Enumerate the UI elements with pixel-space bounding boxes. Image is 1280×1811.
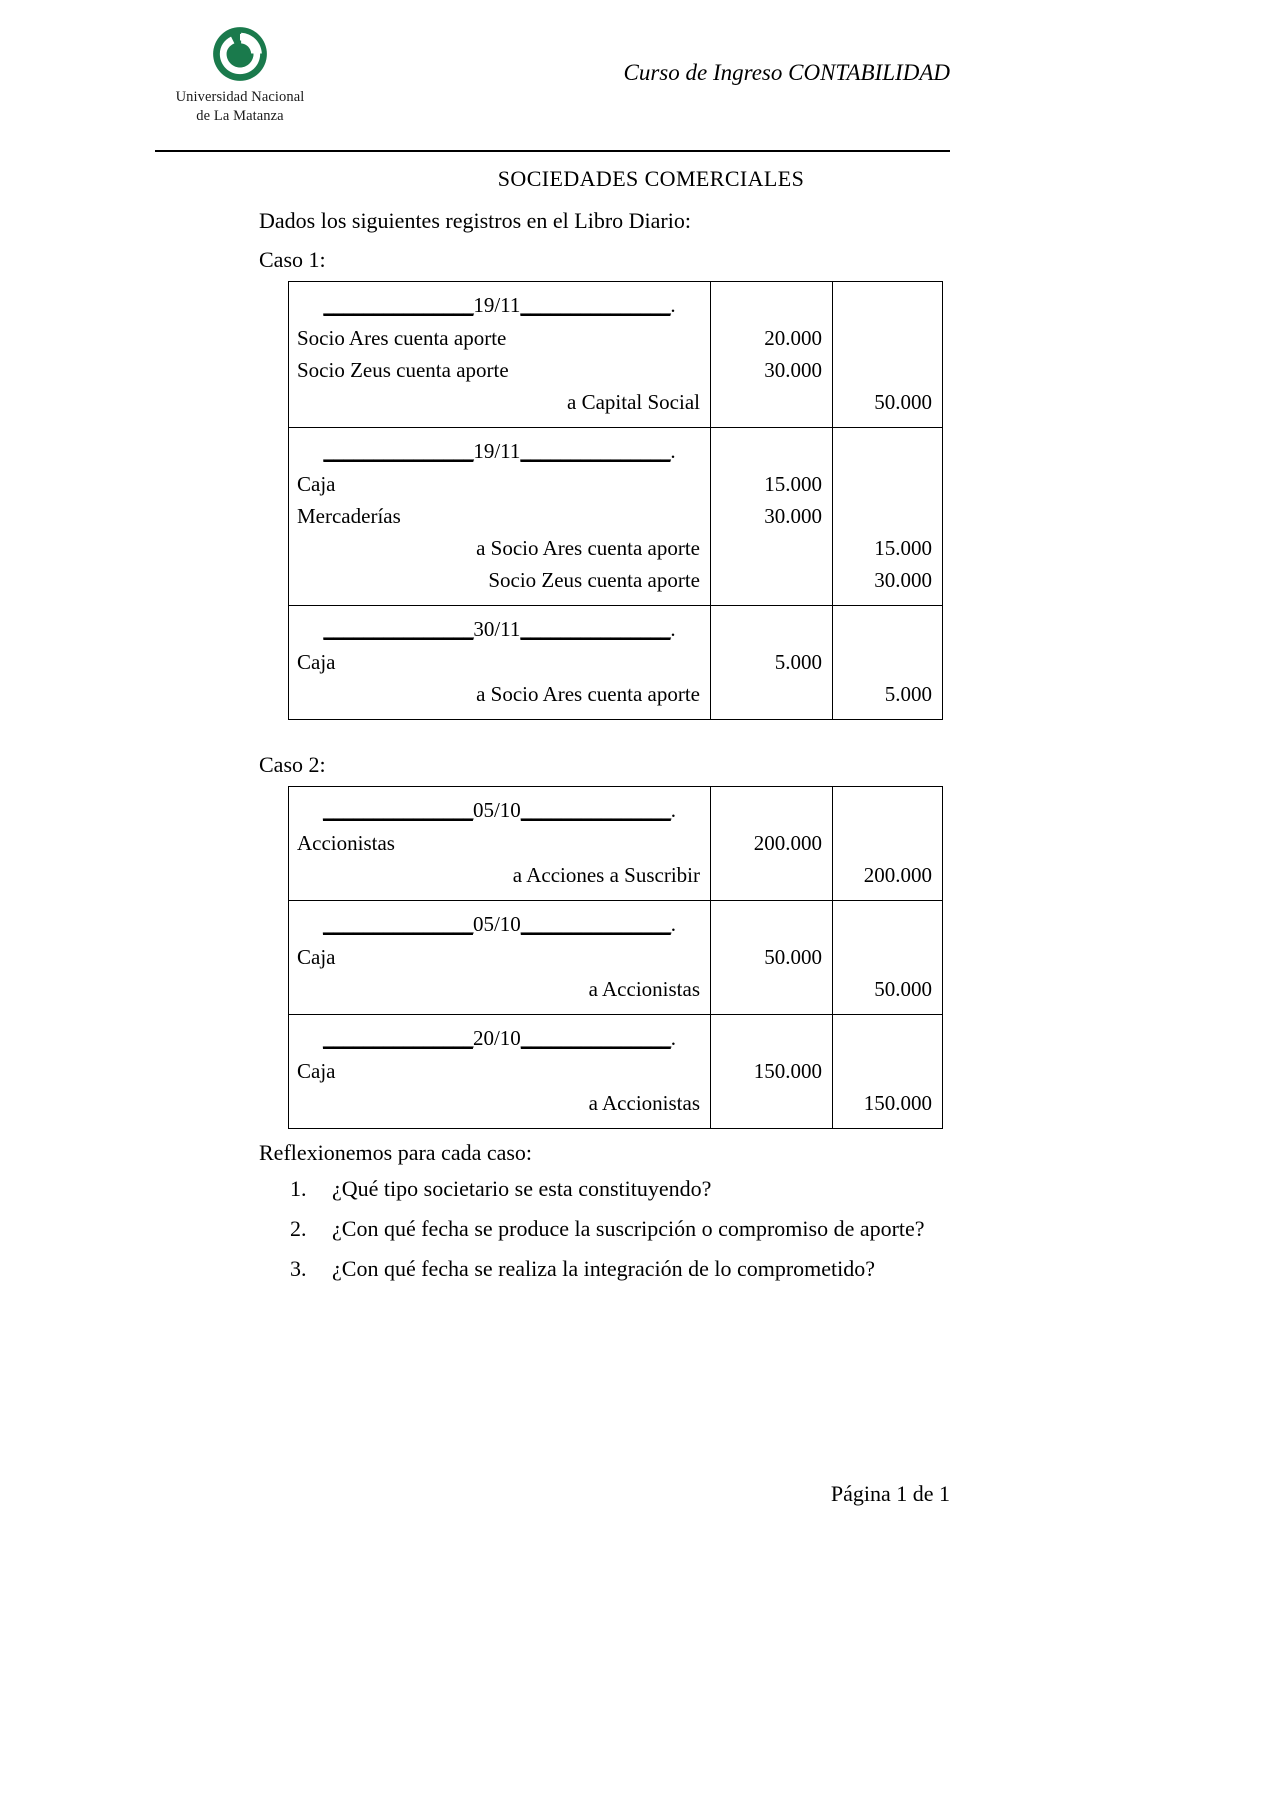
ledger-debit-amount [715, 564, 822, 596]
ledger-credit-amount [837, 468, 932, 500]
ledger-caso1-body [289, 282, 943, 720]
entry-date: 19/11 [473, 293, 521, 317]
ledger-credit-amount: 5.000 [884, 682, 932, 706]
ledger-debit-cell [711, 787, 833, 901]
ledger-account-name: Caja [297, 1059, 336, 1083]
ledger-debit-amount: 50.000 [764, 945, 822, 969]
ledger-account-name: Accionistas [297, 831, 395, 855]
course-title: Curso de Ingreso CONTABILIDAD [623, 60, 950, 85]
ledger-table-caso2 [288, 786, 943, 1129]
ledger-credit-amount [837, 1055, 932, 1087]
university-name-line2: de La Matanza [196, 107, 284, 124]
ledger-credit-amount: 200.000 [863, 863, 932, 887]
entry-date-separator: _______________19/11_______________. [323, 439, 676, 463]
ledger-debit-cell [711, 428, 833, 606]
ledger-debit-amount [715, 678, 822, 710]
entry-date: 05/10 [472, 912, 521, 936]
entry-date: 30/11 [473, 617, 521, 641]
ledger-debit-amount: 15.000 [764, 472, 822, 496]
entry-date-separator: _______________05/10_______________. [322, 798, 677, 822]
ledger-description-cell [289, 606, 711, 720]
ledger-account-name: a Socio Ares cuenta aporte [476, 682, 700, 706]
ledger-account-name: Caja [297, 650, 336, 674]
entry-date-separator: _______________19/11_______________. [323, 293, 676, 317]
ledger-account-name: Caja [297, 472, 336, 496]
ledger-entry-row [289, 282, 943, 428]
page-footer: Página 1 de 1 [830, 1481, 950, 1506]
page-header [0, 0, 1280, 150]
ledger-caso2-body [289, 787, 943, 1129]
ledger-debit-amount: 20.000 [764, 326, 822, 350]
question-text: ¿Con qué fecha se realiza la integración de lo comprometido? [332, 1256, 876, 1281]
ledger-account-name: Mercaderías [297, 504, 401, 528]
question-number: 1. [290, 1176, 307, 1201]
ledger-debit-amount [715, 1087, 822, 1119]
ledger-account-name: a Accionistas [588, 1091, 700, 1115]
ledger-debit-amount: 200.000 [753, 831, 822, 855]
ledger-credit-amount: 50.000 [874, 390, 932, 414]
ledger-credit-amount [837, 354, 932, 386]
question-item [290, 1216, 925, 1242]
ledger-entry-row [289, 787, 943, 901]
question-text: ¿Qué tipo societario se esta constituyendo? [332, 1176, 712, 1201]
ledger-account-name: a Socio Ares cuenta aporte [476, 536, 700, 560]
ledger-entry-row [289, 901, 943, 1015]
ledger-debit-amount: 150.000 [753, 1059, 822, 1083]
university-name-line1: Universidad Nacional [175, 89, 305, 105]
ledger-credit-amount [837, 500, 932, 532]
entry-date-separator: _______________20/10_______________. [322, 1026, 677, 1050]
ledger-credit-amount [837, 941, 932, 973]
entry-date-separator: _______________05/10_______________. [322, 912, 677, 936]
ledger-credit-cell [833, 428, 943, 606]
question-number: 3. [290, 1256, 307, 1281]
ledger-debit-amount: 30.000 [764, 504, 822, 528]
ledger-description-cell [289, 282, 711, 428]
entry-date: 20/10 [472, 1026, 521, 1050]
reflexion-label: Reflexionemos para cada caso: [259, 1140, 533, 1165]
ledger-credit-amount [837, 322, 932, 354]
entry-date: 05/10 [472, 798, 521, 822]
ledger-description-cell [289, 428, 711, 606]
ledger-credit-amount: 50.000 [874, 977, 932, 1001]
university-name [155, 88, 325, 125]
ledger-account-name: a Acciones a Suscribir [512, 863, 700, 887]
ledger-debit-cell [711, 1015, 833, 1129]
entry-date: 19/11 [473, 439, 521, 463]
ledger-credit-amount: 15.000 [874, 536, 932, 560]
ledger-account-name: Caja [297, 945, 336, 969]
university-logo-block [155, 26, 325, 125]
ledger-account-name: Socio Zeus cuenta aporte [297, 358, 509, 382]
question-number: 2. [290, 1216, 307, 1241]
ledger-credit-cell [833, 1015, 943, 1129]
ledger-account-name: Socio Ares cuenta aporte [297, 326, 507, 350]
question-item [290, 1176, 925, 1202]
ledger-account-name: Socio Zeus cuenta aporte [488, 568, 700, 592]
ledger-debit-amount [715, 973, 822, 1005]
ledger-credit-cell [833, 787, 943, 901]
ledger-credit-amount: 30.000 [874, 568, 932, 592]
ledger-entry-row [289, 606, 943, 720]
question-text: ¿Con qué fecha se produce la suscripción o compromiso de aporte? [332, 1216, 925, 1241]
unlam-circular-swirl-logo-icon [212, 26, 268, 82]
page-title: SOCIEDADES COMERCIALES [497, 166, 805, 191]
ledger-credit-cell [833, 282, 943, 428]
ledger-debit-amount [715, 532, 822, 564]
ledger-account-name: a Capital Social [567, 390, 700, 414]
ledger-description-cell [289, 1015, 711, 1129]
caso1-label: Caso 1: [259, 247, 326, 272]
ledger-account-name: a Accionistas [588, 977, 700, 1001]
header-divider [155, 150, 950, 152]
questions-list [290, 1176, 925, 1296]
ledger-table-caso1 [288, 281, 943, 720]
ledger-credit-amount [837, 646, 932, 678]
ledger-debit-amount [715, 859, 822, 891]
question-item [290, 1256, 925, 1282]
entry-date-separator: _______________30/11_______________. [323, 617, 676, 641]
ledger-credit-cell [833, 606, 943, 720]
ledger-credit-amount [837, 827, 932, 859]
ledger-description-cell [289, 901, 711, 1015]
ledger-credit-cell [833, 901, 943, 1015]
ledger-credit-amount: 150.000 [863, 1091, 932, 1115]
caso2-label: Caso 2: [259, 752, 326, 777]
intro-paragraph: Dados los siguientes registros en el Libro Diario: [259, 208, 691, 233]
ledger-entry-row [289, 428, 943, 606]
ledger-debit-amount [715, 386, 822, 418]
ledger-debit-cell [711, 901, 833, 1015]
ledger-entry-row [289, 1015, 943, 1129]
ledger-debit-cell [711, 282, 833, 428]
ledger-debit-amount: 30.000 [764, 358, 822, 382]
ledger-description-cell [289, 787, 711, 901]
ledger-debit-amount: 5.000 [774, 650, 822, 674]
ledger-debit-cell [711, 606, 833, 720]
